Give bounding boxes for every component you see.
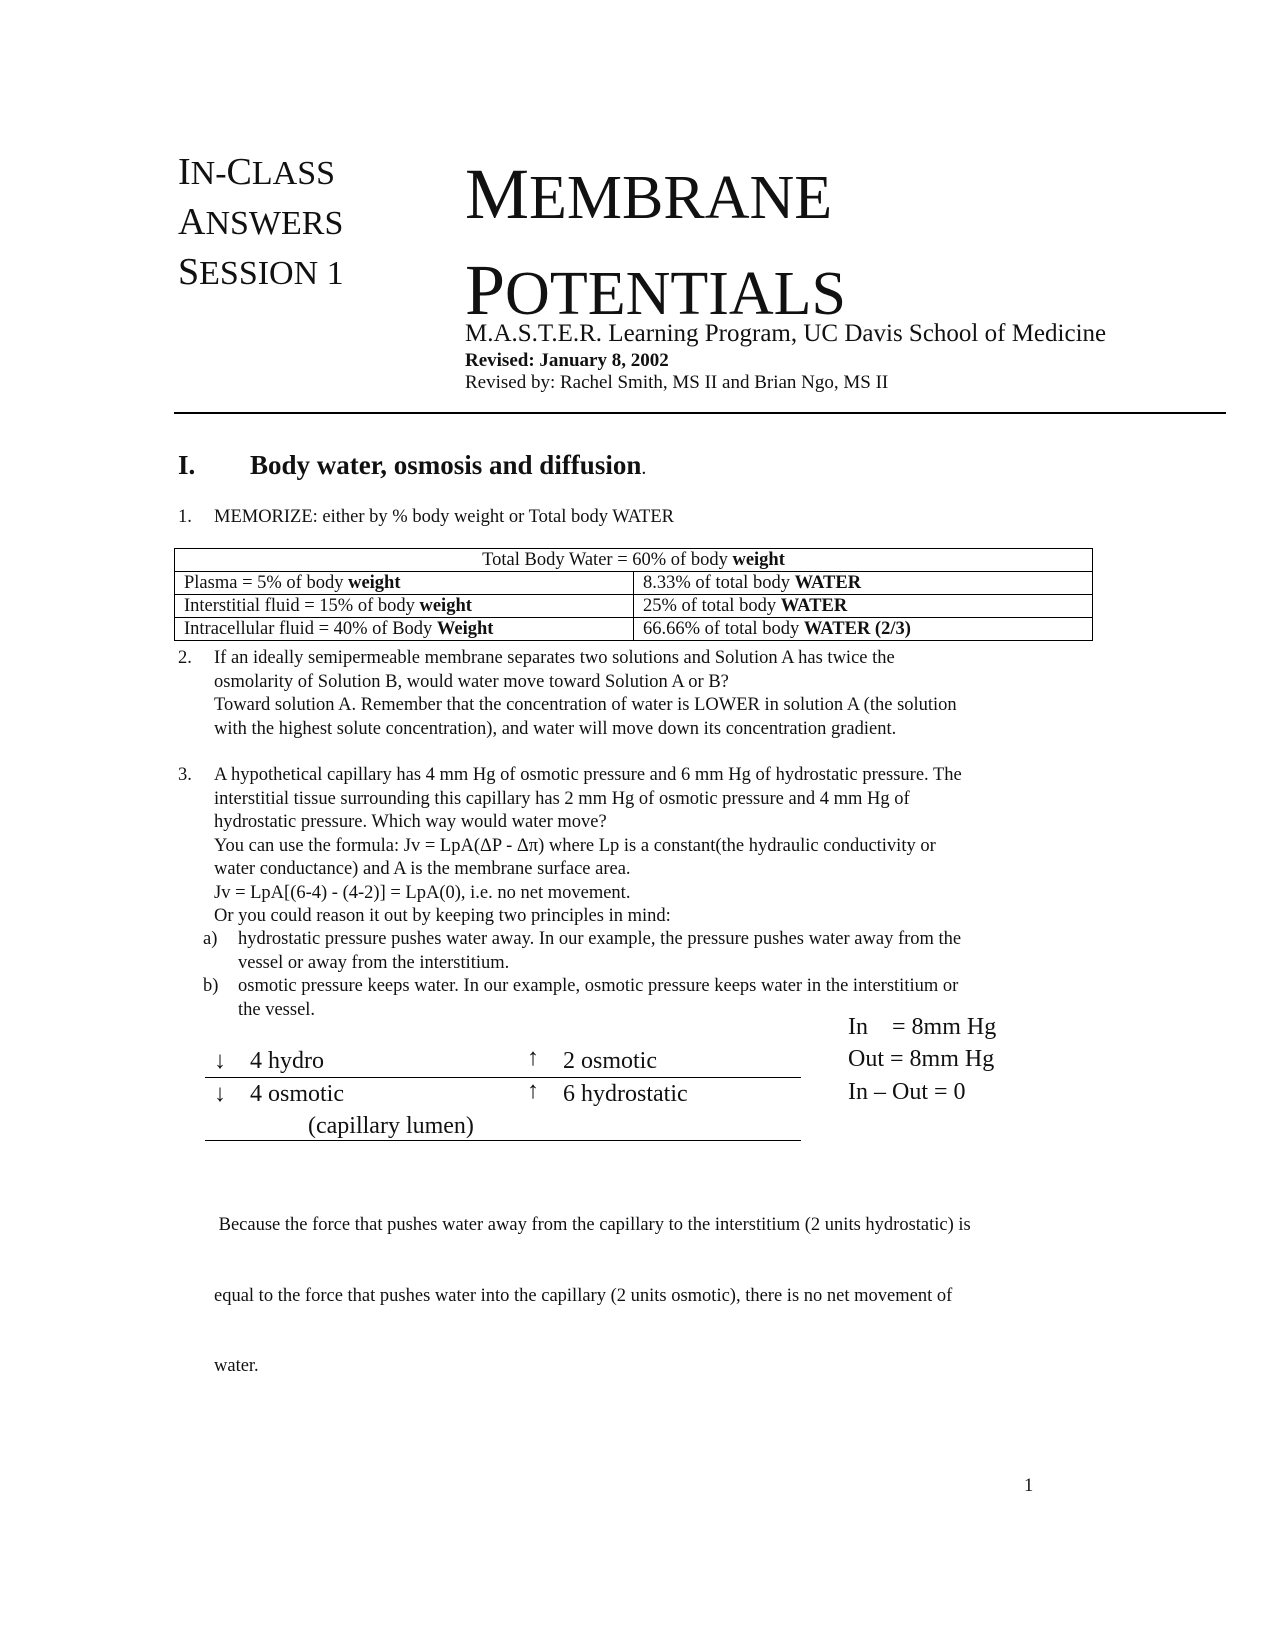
table-header-row [175, 549, 1093, 572]
text-line: If an ideally semipermeable membrane separates two solutions and Solution A has twice the [214, 648, 895, 668]
membrane-line [205, 1077, 801, 1078]
lumen-line [205, 1140, 801, 1141]
text-line: osmotic pressure keeps water. In our example, osmotic pressure keeps water in the interstitium or [238, 976, 959, 996]
lumen-label: (capillary lumen) [308, 1113, 474, 1139]
text-line: water. [214, 1356, 259, 1376]
up-arrow-icon: ↑ [527, 1045, 539, 1071]
down-arrow-icon: ↓ [214, 1048, 226, 1074]
diagram-label: 4 osmotic [250, 1081, 344, 1107]
list-marker-a: a) [203, 929, 218, 949]
text-line: Toward solution A. Remember that the concentration of water is LOWER in solution A (the solution [214, 695, 957, 715]
text-line: Because the force that pushes water away from the capillary to the interstitium (2 units hydrostatic) is [214, 1215, 971, 1235]
page-number: 1 [1024, 1476, 1034, 1496]
down-arrow-icon: ↓ [214, 1081, 226, 1107]
section-title: Body water, osmosis and diffusion [250, 450, 642, 480]
list-marker-b: b) [203, 976, 219, 996]
text-line: vessel or away from the interstitium. [238, 952, 510, 973]
session-title [178, 148, 344, 298]
q2-text [214, 647, 957, 741]
table-row [175, 618, 1093, 641]
body-water-table [174, 548, 1093, 641]
text-line: interstitial tissue surrounding this capillary has 2 mm Hg of osmotic pressure and 4 mm Hg of [214, 788, 910, 809]
session-title-line-2: ANSWERS [178, 201, 344, 243]
table-cell: 66.66% of total body WATER (2/3) [634, 618, 1093, 641]
text-line: hydrostatic pressure. Which way would water move? [214, 812, 607, 832]
text-line: water conductance) and A is the membrane surface area. [214, 859, 631, 879]
table-cell: 25% of total body WATER [634, 595, 1093, 618]
section-title-period: . [641, 457, 647, 479]
diagram-label: 2 osmotic [563, 1048, 657, 1074]
section-number: I. [178, 450, 196, 480]
up-arrow-icon: ↑ [527, 1078, 539, 1104]
header-divider [174, 412, 1226, 414]
in-value: = 8mm Hg [892, 1014, 997, 1040]
list-item-a [238, 928, 961, 975]
diagram-label: 4 hydro [250, 1048, 324, 1074]
text-line: with the highest solute concentration), and water will move down its concentration gradient. [214, 718, 897, 739]
diagram-label: 6 hydrostatic [563, 1081, 688, 1107]
q1-number: 1. [178, 507, 192, 527]
text-line: osmolarity of Solution B, would water move toward Solution A or B? [214, 671, 729, 692]
table-cell: Plasma = 5% of body weight [175, 572, 634, 595]
table-row [175, 572, 1093, 595]
text-line: You can use the formula: Jv = LpA(ΔP - Δπ) where Lp is a constant(the hydraulic conductivity or [214, 835, 936, 856]
session-title-line-1: IN-CLASS [178, 151, 336, 193]
conclusion-text [214, 1167, 971, 1402]
table-cell: Intracellular fluid = 40% of Body Weight [175, 618, 634, 641]
q3-text [214, 764, 962, 929]
text-line: hydrostatic pressure pushes water away. In our example, the pressure pushes water away from the [238, 929, 962, 949]
text-line: equal to the force that pushes water into the capillary (2 units osmotic), there is no net movement of [214, 1285, 953, 1306]
table-cell: 8.33% of total body WATER [634, 572, 1093, 595]
session-title-line-3: SESSION 1 [178, 251, 344, 293]
text-line: Jv = LpA[(6-4) - (4-2)] = LpA(0), i.e. no net movement. [214, 882, 631, 903]
q3-number: 3. [178, 765, 192, 785]
table-row [175, 595, 1093, 618]
text-line: the vessel. [238, 999, 316, 1020]
section-heading [250, 450, 646, 481]
main-title-line-2: POTENTIALS [465, 250, 846, 330]
program-name: M.A.S.T.E.R. Learning Program, UC Davis School of Medicine [465, 320, 1107, 347]
out-value: Out = 8mm Hg [848, 1046, 995, 1072]
main-title [465, 148, 846, 340]
revised-date: Revised: January 8, 2002 [465, 350, 669, 371]
net-value: In – Out = 0 [848, 1079, 966, 1105]
main-title-line-1: MEMBRANE [465, 154, 833, 234]
table-cell: Interstitial fluid = 15% of body weight [175, 595, 634, 618]
table-header-cell: Total Body Water = 60% of body weight [175, 549, 1093, 572]
q2-number: 2. [178, 648, 192, 668]
revised-by: Revised by: Rachel Smith, MS II and Brian Ngo, MS II [465, 372, 889, 393]
in-label: In [848, 1014, 868, 1040]
text-line: A hypothetical capillary has 4 mm Hg of osmotic pressure and 6 mm Hg of hydrostatic pressure. The [214, 765, 962, 785]
text-line: Or you could reason it out by keeping two principles in mind: [214, 906, 671, 926]
q1-text: MEMORIZE: either by % body weight or Total body WATER [214, 507, 674, 527]
